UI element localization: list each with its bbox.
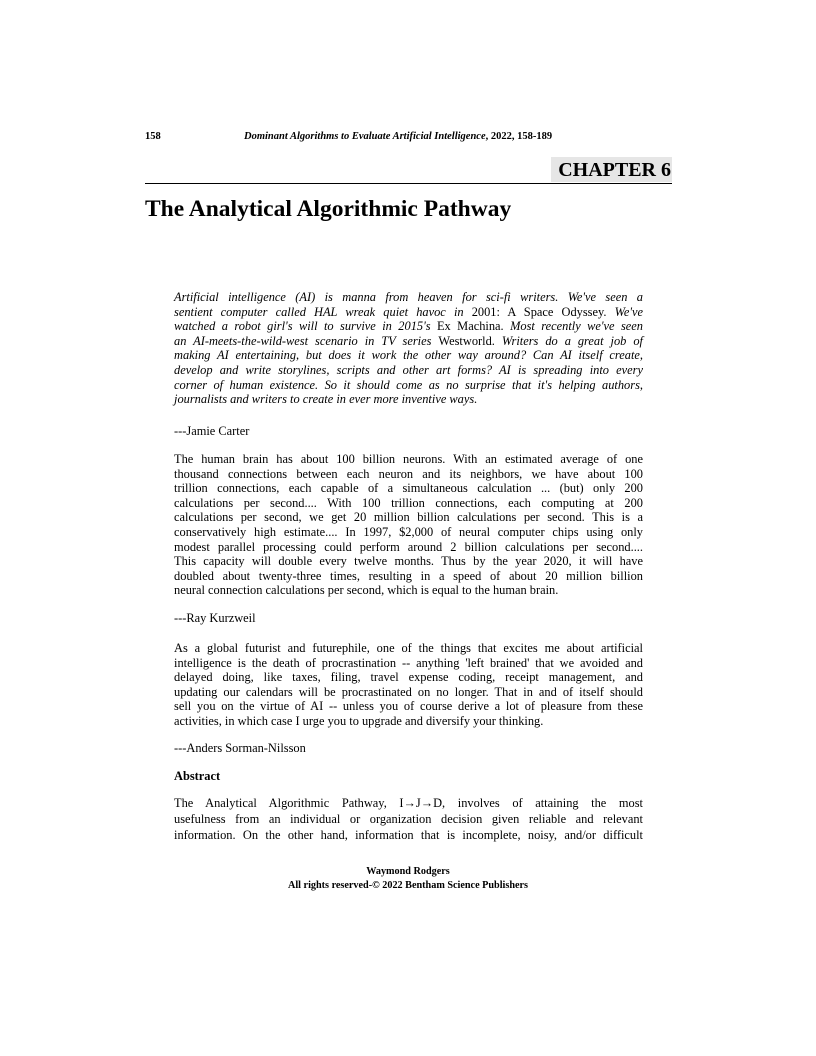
roman-text: This capacity will double every twelve months. Thus by the year 2020, it will have xyxy=(174,554,643,569)
text-line xyxy=(174,348,643,363)
text-line xyxy=(174,319,643,334)
roman-text: calculations per second.... With 100 trillion connections, each computing at 200 xyxy=(174,495,643,510)
text-line xyxy=(174,583,643,598)
book-title: Dominant Algorithms to Evaluate Artificial Intelligence xyxy=(244,131,486,142)
roman-text: sell you on the virtue of AI -- unless you of course derive a lot of pleasure from these xyxy=(174,699,643,714)
text-line xyxy=(174,685,643,700)
text-line: The Analytical Algorithmic Pathway, I→J→D, involves of attaining the most xyxy=(174,796,643,810)
italic-text: Most recently we've seen xyxy=(510,319,643,334)
roman-text: calculations per second, we get 20 million billion calculations per second. This is a xyxy=(174,510,643,525)
epigraph-quote xyxy=(174,290,643,407)
copyright-notice: All rights reserved-© 2022 Bentham Science Publishers xyxy=(287,879,529,891)
text-line xyxy=(174,569,643,584)
book-info: , 2022, 158-189 xyxy=(485,131,553,142)
text-line: information. On the other hand, information that is incomplete, noisy, and/or difficult xyxy=(174,828,643,842)
text-line xyxy=(174,334,643,349)
italic-text: We've xyxy=(614,304,643,319)
text-line xyxy=(174,641,643,656)
header-rule xyxy=(145,183,672,184)
text-line xyxy=(174,290,643,305)
roman-text: trillion connections, each capable of a simultaneous calculation ... (but) only 200 xyxy=(174,481,643,496)
italic-text: watched a robot girl's will to survive in 2015's xyxy=(174,319,437,334)
text-line xyxy=(174,496,643,511)
epigraph-quote xyxy=(174,452,643,598)
text-line xyxy=(174,699,643,714)
quote-attribution: ---Jamie Carter xyxy=(174,424,250,438)
text-line xyxy=(174,392,643,407)
text-line xyxy=(174,510,643,525)
roman-text: thousand connections between each neuron and its neighbors, we have about 100 xyxy=(174,466,643,481)
chapter-title: The Analytical Algorithmic Pathway xyxy=(145,196,512,222)
text-line xyxy=(174,305,643,320)
roman-text: 2001: A Space Odyssey xyxy=(471,304,604,319)
italic-text: corner of human existence. So it should come as no surprise that it's helping authors, xyxy=(174,377,643,392)
text-line xyxy=(174,540,643,555)
text-line: usefulness from an individual or organization decision given reliable and relevant xyxy=(174,812,643,826)
roman-text: conservatively high estimate.... In 1997, $2,000 of neural computer chips using only xyxy=(174,524,643,539)
roman-text: updating our calendars will be procrastinated on no longer. That in and of itself should xyxy=(174,684,643,699)
roman-text: activities, in which case I urge you to upgrade and diversify your thinking. xyxy=(174,713,544,728)
abstract-text xyxy=(174,795,643,843)
italic-text: journalists and writers to create in ever more inventive ways. xyxy=(174,392,478,407)
abstract-heading: Abstract xyxy=(174,769,221,783)
roman-text: . xyxy=(491,333,502,348)
roman-text: . xyxy=(500,319,511,334)
page-footer xyxy=(0,865,816,892)
text-line xyxy=(174,554,643,569)
roman-text: neural connection calculations per second, which is equal to the human brain. xyxy=(174,583,559,598)
text-line xyxy=(174,363,643,378)
roman-text: modest parallel processing could perform around 2 billion calculations per second.... xyxy=(174,539,643,554)
italic-text: sentient computer called HAL wreak quiet havoc in xyxy=(174,304,472,319)
text-line xyxy=(174,525,643,540)
italic-text: Artificial intelligence (AI) is manna from heaven for sci-fi writers. We've seen a xyxy=(174,290,643,304)
text-line xyxy=(174,670,643,685)
quote-attribution: ---Anders Sorman-Nilsson xyxy=(174,741,306,755)
chapter-label: CHAPTER 6 xyxy=(551,157,672,182)
roman-text: Ex Machina xyxy=(436,319,501,334)
roman-text: The human brain has about 100 billion neurons. With an estimated average of one xyxy=(174,452,643,466)
italic-text: develop and write storylines, scripts and other art forms? AI is spreading into every xyxy=(174,362,643,377)
roman-text: Westworld xyxy=(438,333,492,348)
author-name: Waymond Rodgers xyxy=(366,866,450,877)
text-line xyxy=(174,452,643,467)
text-line xyxy=(174,481,643,496)
roman-text: delayed doing, like taxes, filing, travel expense coding, receipt management, and xyxy=(174,670,643,685)
italic-text: an AI-meets-the-wild-west scenario in TV series xyxy=(174,333,439,348)
italic-text: making AI entertaining, but does it work the other way around? Can AI itself create, xyxy=(174,348,643,363)
text-line xyxy=(174,467,643,482)
roman-text: As a global futurist and futurephile, one of the things that excites me about artificial xyxy=(174,641,643,655)
roman-text: doubled about twenty-three times, resulting in a speed of about 20 million billion xyxy=(174,568,643,583)
text-line xyxy=(174,656,643,671)
italic-text: Writers do a great job of xyxy=(501,333,643,348)
running-header xyxy=(244,131,552,142)
text-line xyxy=(174,378,643,393)
roman-text: . xyxy=(603,304,615,319)
roman-text: intelligence is the death of procrastination -- anything 'left brained' that we avoided and xyxy=(174,655,643,670)
epigraph-quote xyxy=(174,641,643,729)
page-number: 158 xyxy=(145,131,161,142)
text-line xyxy=(174,714,643,729)
quote-attribution: ---Ray Kurzweil xyxy=(174,611,256,625)
